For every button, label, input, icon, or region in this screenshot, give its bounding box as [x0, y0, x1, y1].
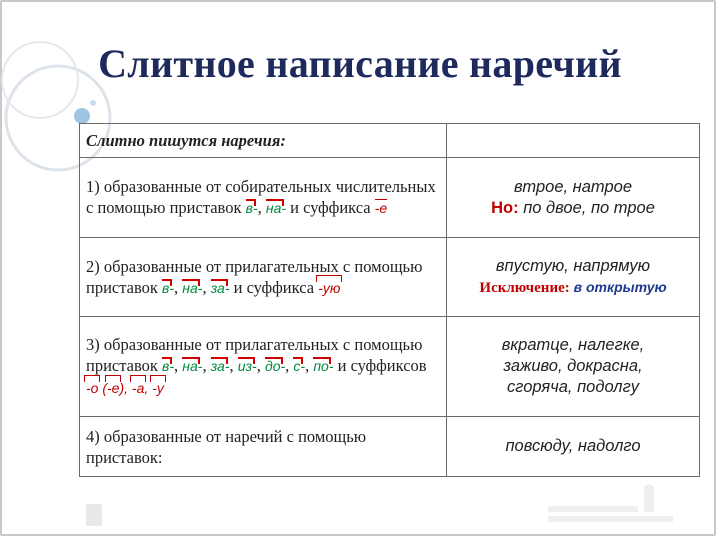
- but-label: Но:: [491, 198, 519, 217]
- table-header: Слитно пишутся наречия:: [80, 124, 447, 158]
- prefix-v: в-: [162, 279, 175, 296]
- table-row: [80, 317, 700, 417]
- examples-cell-3: вкратце, налегке, заживо, докрасна, сгоряча, подолгу: [447, 317, 700, 417]
- prefix-na: на-: [182, 279, 203, 296]
- rule-cell-2: 2) образованные от прилагательных с помощью приставок в-, на-, за- и суффикса -ую: [80, 238, 447, 317]
- examples-cell-1: втрое, натрое Но: по двое, по трое: [447, 158, 700, 238]
- table-header-empty: [447, 124, 700, 158]
- table-header-row: [80, 124, 700, 158]
- rule-cell-1: 1) образованные от собирательных числительных с помощью приставок в-, на- и суффикса -е: [80, 158, 447, 238]
- rules-table: [79, 123, 700, 477]
- footer-logo-icon: [86, 504, 102, 526]
- table-row: [80, 238, 700, 317]
- examples-cell-4: повсюду, надолго: [447, 417, 700, 477]
- suffix-e: -е: [374, 200, 388, 216]
- school-watermark-logo: [548, 484, 678, 526]
- exception-label: Исключение:: [479, 279, 570, 296]
- slide-title: Слитное написание наречий: [98, 41, 622, 86]
- prefix-za: за-: [210, 279, 230, 296]
- suffix-uyu: -ую: [318, 278, 340, 299]
- table-row: [80, 158, 700, 238]
- rule-cell-3: 3) образованные от прилагательных с помощью приставок в-, на-, за-, из-, до-, с-, по- и суффиксов -о (-е), -а, -у: [80, 317, 447, 417]
- prefix-v: в-: [245, 200, 258, 216]
- rule-cell-4: 4) образованные от наречий с помощью приставок:: [80, 417, 447, 477]
- prefix-na: на-: [265, 200, 287, 216]
- examples-cell-2: впустую, напрямую Исключение: в открытую: [447, 238, 700, 317]
- table-row: [80, 417, 700, 477]
